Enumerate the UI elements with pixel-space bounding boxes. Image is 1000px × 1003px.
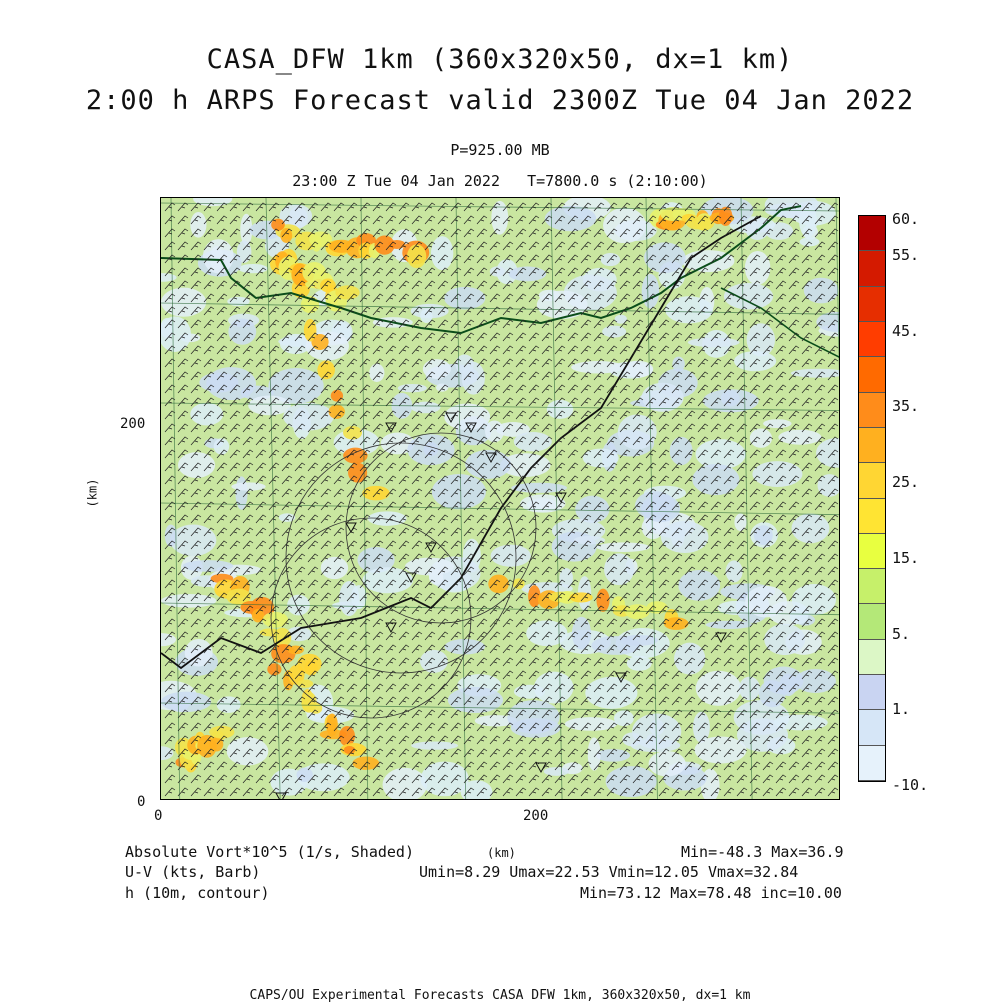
valid-time: 23:00 Z Tue 04 Jan 2022 T=7800.0 s (2:10:00) (292, 172, 708, 190)
field-cell-blue (602, 326, 626, 338)
chart-title-line2: 2:00 h ARPS Forecast valid 2300Z Tue 04 Jan 2022 (85, 85, 915, 116)
vorticity-maximum (209, 726, 234, 739)
field-cell-blue (635, 491, 675, 519)
vorticity-maximum (664, 617, 689, 630)
field-cell-blue (228, 318, 256, 344)
field-cell-blue (661, 521, 709, 553)
field-cell-blue (423, 359, 451, 379)
field-cell-blue (688, 338, 740, 347)
vorticity-maximum (331, 390, 343, 402)
colorbar-swatch (859, 604, 885, 639)
field-cell-blue (165, 524, 177, 546)
chart-title-line1: CASA_DFW 1km (360x320x50, dx=1 km) (206, 44, 794, 75)
height-label: h (10m, contour) (125, 884, 270, 902)
field-cell-blue (432, 474, 486, 509)
field-cell-blue (642, 274, 660, 309)
wind-stats: Umin=8.29 Umax=22.53 Vmin=12.05 Vmax=32.84 (419, 863, 799, 881)
vorticity-maximum (488, 575, 509, 594)
field-cell-blue (588, 737, 601, 770)
field-cell-blue (724, 283, 773, 309)
field-cell-blue (574, 536, 605, 545)
field-cell-blue (799, 205, 817, 237)
field-cell-blue (190, 212, 206, 238)
field-cell-blue (678, 570, 720, 601)
field-cell-blue (537, 291, 588, 319)
field-cell-blue (604, 553, 634, 585)
field-cell-blue (597, 542, 650, 552)
height-stats: Min=73.12 Max=78.48 inc=10.00 (580, 884, 842, 902)
field-cell-blue (514, 432, 552, 451)
field-cell-blue (583, 449, 619, 468)
y-axis-label: (km) (85, 478, 100, 508)
colorbar-swatch (859, 393, 885, 428)
field-cell-blue (759, 680, 786, 707)
colorbar-label-60: 60. (892, 210, 920, 228)
colorbar-swatch (859, 287, 885, 322)
x-tick-200: 200 (523, 808, 549, 824)
field-cell-blue (199, 373, 238, 393)
x-axis-label: (km) (487, 846, 516, 860)
colorbar-label-25: 25. (892, 473, 920, 491)
colorbar-label-45: 45. (892, 322, 920, 340)
colorbar-label-35: 35. (892, 397, 920, 415)
colorbar-swatch (859, 675, 885, 710)
field-cell-blue (420, 309, 432, 323)
wind-label: U-V (kts, Barb) (125, 863, 261, 881)
colorbar (858, 215, 886, 782)
y-tick-200: 200 (120, 416, 146, 432)
field-cell-blue (764, 624, 805, 655)
field-cell-blue (321, 557, 348, 579)
field-cell-blue (398, 384, 427, 392)
field-cell-blue (800, 237, 820, 246)
colorbar-label-15: 15. (892, 549, 920, 567)
field-cell-blue (507, 700, 559, 734)
field-cell-blue (369, 364, 384, 382)
colorbar-swatch (859, 216, 885, 251)
colorbar-swatch (859, 569, 885, 604)
colorbar-swatch (859, 640, 885, 675)
colorbar-swatch (859, 251, 885, 286)
field-cell-blue (774, 715, 828, 731)
x-tick-0: 0 (154, 808, 163, 824)
colorbar-swatch (859, 534, 885, 569)
field-cell-blue (547, 400, 574, 419)
colorbar-swatch (859, 322, 885, 357)
field-cell-blue (485, 420, 504, 442)
field-cell-blue (591, 636, 640, 655)
field-cell-blue (227, 737, 269, 765)
colorbar-label-5: 5. (892, 625, 911, 643)
vorticity-label: Absolute Vort*10^5 (1/s, Shaded) (125, 843, 414, 861)
field-cell-blue (420, 650, 448, 673)
field-cell-blue (170, 525, 216, 557)
footer-credit: CAPS/OU Experimental Forecasts CASA DFW 1km, 360x320x50, dx=1 km (249, 988, 751, 1003)
vorticity-maximum (343, 426, 362, 440)
field-cell-blue (465, 450, 511, 479)
vorticity-maximum (335, 285, 359, 299)
field-cell-blue (692, 464, 739, 495)
field-cell-blue (509, 267, 547, 282)
vorticity-maximum (271, 219, 285, 231)
colorbar-label-1: 1. (892, 700, 911, 718)
y-tick-0: 0 (137, 794, 146, 810)
field-cell-blue (411, 402, 441, 414)
colorbar-swatch (859, 499, 885, 534)
field-cell-blue (603, 208, 646, 243)
forecast-map (160, 197, 840, 800)
field-cell-blue (695, 736, 747, 763)
colorbar-swatch (859, 463, 885, 498)
colorbar-swatch (859, 710, 885, 745)
map-canvas (161, 198, 840, 800)
field-cell-blue (745, 251, 771, 285)
field-cell-blue (444, 287, 485, 310)
field-cell-blue (649, 751, 686, 776)
colorbar-label-neg10: -10. (892, 776, 929, 794)
field-cell-blue (436, 384, 448, 392)
colorbar-swatch (859, 357, 885, 392)
colorbar-swatch (859, 428, 885, 463)
vorticity-stats: Min=-48.3 Max=36.9 (681, 843, 844, 861)
field-cell-blue (161, 692, 211, 712)
colorbar-swatch (859, 746, 885, 781)
field-cell-blue (411, 741, 458, 749)
field-cell-blue (545, 206, 596, 231)
field-cell-blue (455, 355, 474, 374)
field-cell-blue (791, 513, 829, 543)
field-cell-blue (585, 677, 637, 709)
vorticity-maximum (407, 244, 426, 268)
field-cell-blue (368, 511, 407, 526)
field-cell-blue (203, 239, 234, 273)
field-cell-blue (431, 236, 453, 270)
field-cell-blue (491, 545, 531, 567)
colorbar-label-55: 55. (892, 246, 920, 264)
pressure-level: P=925.00 MB (450, 141, 550, 159)
field-cell-blue (631, 739, 681, 752)
field-cell-blue (614, 710, 634, 726)
